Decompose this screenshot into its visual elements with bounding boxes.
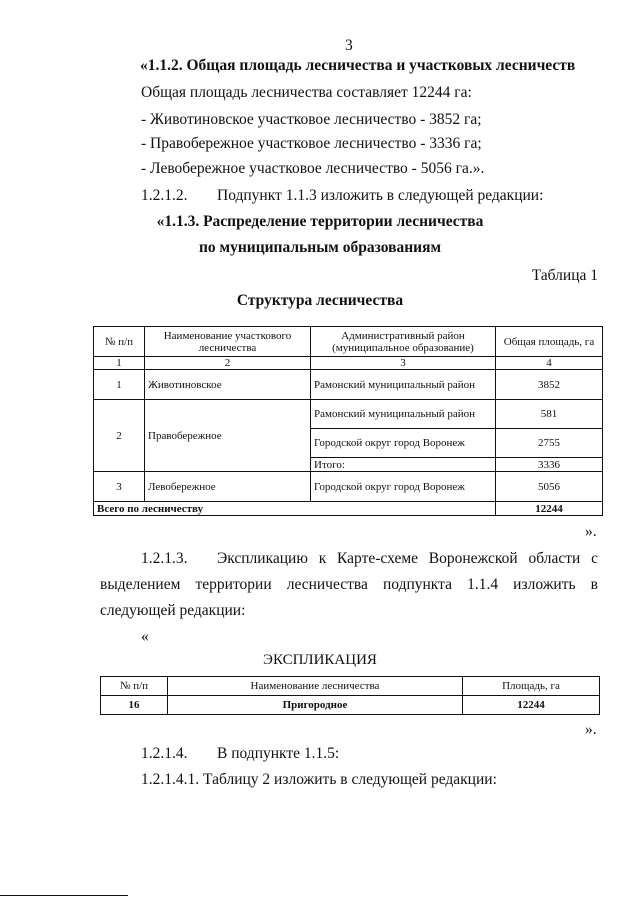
closing-quote: ».	[585, 721, 597, 738]
word: 1.1.4	[467, 576, 499, 593]
word: подпункта	[382, 576, 452, 593]
row-num: 3	[94, 472, 145, 502]
list-item: - Животиновское участковое лесничество - 3852 га;	[141, 111, 482, 128]
header-district: Административный район (муниципальное образование)	[311, 327, 496, 357]
total-value: 12244	[496, 502, 603, 516]
word: Экспликацию	[217, 550, 308, 567]
header-num: № п/п	[94, 327, 145, 357]
row-subtotal-value: 3336	[496, 458, 603, 472]
word: Воронежской	[428, 550, 518, 567]
word: лесничества	[286, 576, 368, 593]
col-number: 3	[311, 357, 496, 370]
closing-quote: ».	[585, 523, 597, 540]
row-district: Рамонский муниципальный район	[311, 400, 496, 429]
col-number: 2	[145, 357, 311, 370]
word: Карте-схеме	[337, 550, 419, 567]
section-heading-1-1-3-line2: по муниципальным образованиям	[198, 239, 442, 256]
item-text: В подпункте 1.1.5:	[217, 745, 340, 762]
row-num: 1	[94, 370, 145, 400]
row-district: Рамонский муниципальный район	[311, 370, 496, 400]
section-heading-1-1-3: «1.1.3. Распределение территории лесничества	[156, 213, 484, 230]
word: выделением	[100, 576, 181, 593]
item-text: 1.2.1.4.1. Таблицу 2 изложить в следующей редакции:	[141, 771, 497, 788]
table-label: Таблица 1	[531, 267, 598, 284]
section-heading-1-1-2: «1.1.2. Общая площадь лесничества и участковых лесничеств	[140, 57, 576, 74]
total-label: Всего по лесничеству	[94, 502, 496, 516]
row-area: 3852	[496, 370, 603, 400]
row-area: 12244	[463, 696, 600, 715]
word: территории	[195, 576, 272, 593]
total-area-paragraph: Общая площадь лесничества составляет 12244 га:	[141, 84, 472, 101]
header-name: Наименование лесничества	[168, 677, 463, 696]
page-number: 3	[345, 37, 353, 54]
row-name: Пригородное	[168, 696, 463, 715]
header-area: Площадь, га	[463, 677, 600, 696]
forestry-structure-table	[93, 326, 603, 516]
word: к	[318, 550, 327, 567]
row-subtotal-label: Итого:	[311, 458, 496, 472]
row-district: Городской округ город Воронеж	[311, 472, 496, 502]
col-number: 1	[94, 357, 145, 370]
item-number: 1.2.1.3.	[141, 550, 188, 567]
justified-line	[100, 576, 598, 594]
list-item: - Правобережное участковое лесничество - 3336 га;	[141, 135, 482, 152]
row-area: 5056	[496, 472, 603, 502]
row-area: 581	[496, 400, 603, 429]
word: в	[590, 576, 598, 593]
list-item: - Левобережное участковое лесничество - 5056 га.».	[141, 160, 485, 177]
row-name: Левобережное	[145, 472, 311, 502]
explication-table	[100, 676, 600, 715]
item-text: Подпункт 1.1.3 изложить в следующей редакции:	[217, 187, 544, 204]
row-area: 2755	[496, 429, 603, 458]
row-district: Городской округ город Воронеж	[311, 429, 496, 458]
explication-title: ЭКСПЛИКАЦИЯ	[263, 652, 377, 668]
table-title: Структура лесничества	[236, 292, 404, 309]
row-name: Правобережное	[145, 400, 311, 472]
row-num: 16	[101, 696, 168, 715]
open-quote: «	[141, 628, 149, 645]
header-area: Общая площадь, га	[496, 327, 603, 357]
item-number: 1.2.1.2.	[141, 187, 188, 204]
footnote-separator	[0, 895, 128, 896]
col-number: 4	[496, 357, 603, 370]
word: области	[528, 550, 581, 567]
justified-line	[217, 550, 598, 568]
item-number: 1.2.1.4.	[141, 745, 188, 762]
word: с	[591, 550, 598, 567]
paragraph-line: следующей редакции:	[100, 602, 246, 619]
row-name: Животиновское	[145, 370, 311, 400]
word: изложить	[513, 576, 576, 593]
header-name: Наименование участкового лесничества	[145, 327, 311, 357]
row-num: 2	[94, 400, 145, 472]
header-num: № п/п	[101, 677, 168, 696]
